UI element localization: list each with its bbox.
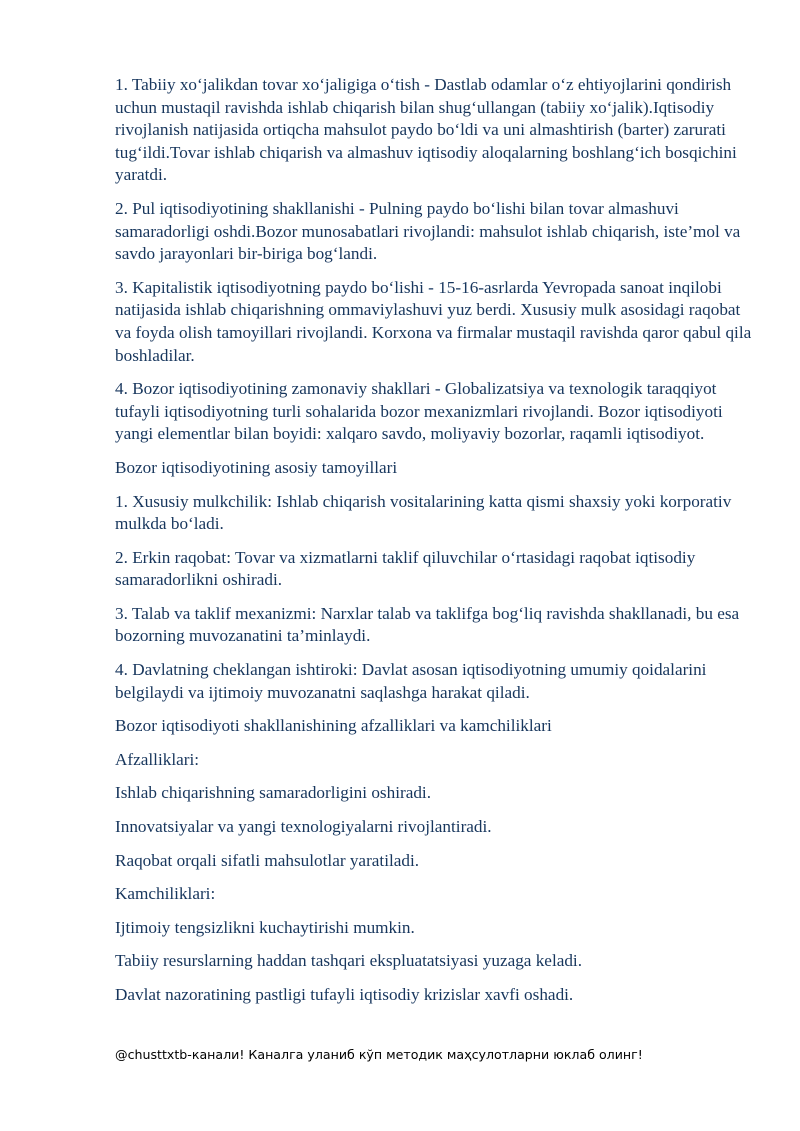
paragraph-zamonaviy-shakllar: 4. Bozor iqtisodiyotining zamonaviy shakllari - Globalizatsiya va texnologik taraqqiyot tufayli iqtisodiyotning turli sohalarida bozor mexanizmlari rivojlandi. Bozor iqtisodiyoti yangi elementlar bilan boyidi: xalqaro savdo, moliyaviy bozorlar, raqamli iqtisodiyot. [115, 379, 723, 444]
paragraph-davlat-ishtiroki: 4. Davlatning cheklangan ishtiroki: Davlat asosan iqtisodiyotning umumiy qoidalarini belgilaydi va ijtimoiy muvozanatni saqlashga harakat qiladi. [115, 660, 707, 702]
section-heading-tamoyillar: Bozor iqtisodiyotining asosiy tamoyillari [115, 457, 398, 477]
paragraph-pul-iqtisodiyoti: 2. Pul iqtisodiyotining shakllanishi - Pulning paydo bo‘lishi bilan tovar almashuvi samaradorligi oshdi.Bozor munosabatlari rivojlandi: mahsulot ishlab chiqarish, iste’mol va savdo jarayonlari bir-biriga bog‘landi. [115, 198, 741, 264]
subheading-afzalliklari: Afzalliklari: [115, 749, 199, 769]
list-item-disadvantage: Davlat nazoratining pastligi tufayli iqtisodiy krizislar xavfi oshadi. [115, 985, 574, 1004]
list-item-advantage: Raqobat orqali sifatli mahsulotlar yaratiladi. [115, 850, 420, 870]
list-item-advantage: Ishlab chiqarishning samaradorligini oshiradi. [115, 783, 431, 803]
paragraph-erkin-raqobat: 2. Erkin raqobat: Tovar va xizmatlarni taklif qiluvchilar o‘rtasidagi raqobat iqtisodiy samaradorlikni oshiradi. [115, 547, 696, 590]
paragraph-kapitalistik-iqtisodiyot: 3. Kapitalistik iqtisodiyotning paydo bo‘lishi - 15-16-asrlarda Yevropada sanoat inqilobi natijasida ishlab chiqarishning ommaviylashuvi yuz berdi. Xususiy mulk asosidagi raqobat va foyda olish tamoyillari rivojlandi. Korxona va firmalar mustaqil ravishda qaror qabul qila boshladilar. [115, 277, 752, 365]
paragraph-tovar-xojaligi: 1. Tabiiy xo‘jalikdan tovar xo‘jaligiga o‘tish - Dastlab odamlar o‘z ehtiyojlarini qondirish uchun mustaqil ravishda ishlab chiqarish bilan shug‘ullangan (tabiiy xo‘jalik).Iqtisodiy rivojlanish natijasida ortiqcha mahsulot paydo bo‘ldi va uni almashtirish (barter) zarurati tug‘ildi.Tovar ishlab chiqarish va almashuv iqtisodiy aloqalarning boshlang‘ich bosqichini yaratdi. [115, 75, 737, 185]
page-footer: @chusttxtb-канали! Каналга уланиб кўп методик маҳсулотларни юклаб олинг! [115, 1047, 643, 1062]
section-heading-afzallik-kamchilik: Bozor iqtisodiyoti shakllanishining afzalliklari va kamchiliklari [115, 716, 552, 736]
paragraph-xususiy-mulkchilik: 1. Xususiy mulkchilik: Ishlab chiqarish vositalarining katta qismi shaxsiy yoki korporativ mulkda bo‘ladi. [115, 491, 732, 534]
list-item-disadvantage: Tabiiy resurslarning haddan tashqari ekspluatatsiyasi yuzaga keladi. [115, 951, 583, 971]
paragraph-talab-taklif: 3. Talab va taklif mexanizmi: Narxlar talab va taklifga bog‘liq ravishda shakllanadi, bu esa bozorning muvozanatini ta’minlaydi. [115, 603, 740, 646]
subheading-kamchiliklari: Kamchiliklari: [115, 884, 216, 904]
list-item-advantage: Innovatsiyalar va yangi texnologiyalarni rivojlantiradi. [115, 817, 492, 837]
document-page [115, 74, 755, 1018]
list-item-disadvantage: Ijtimoiy tengsizlikni kuchaytirishi mumkin. [115, 917, 415, 937]
